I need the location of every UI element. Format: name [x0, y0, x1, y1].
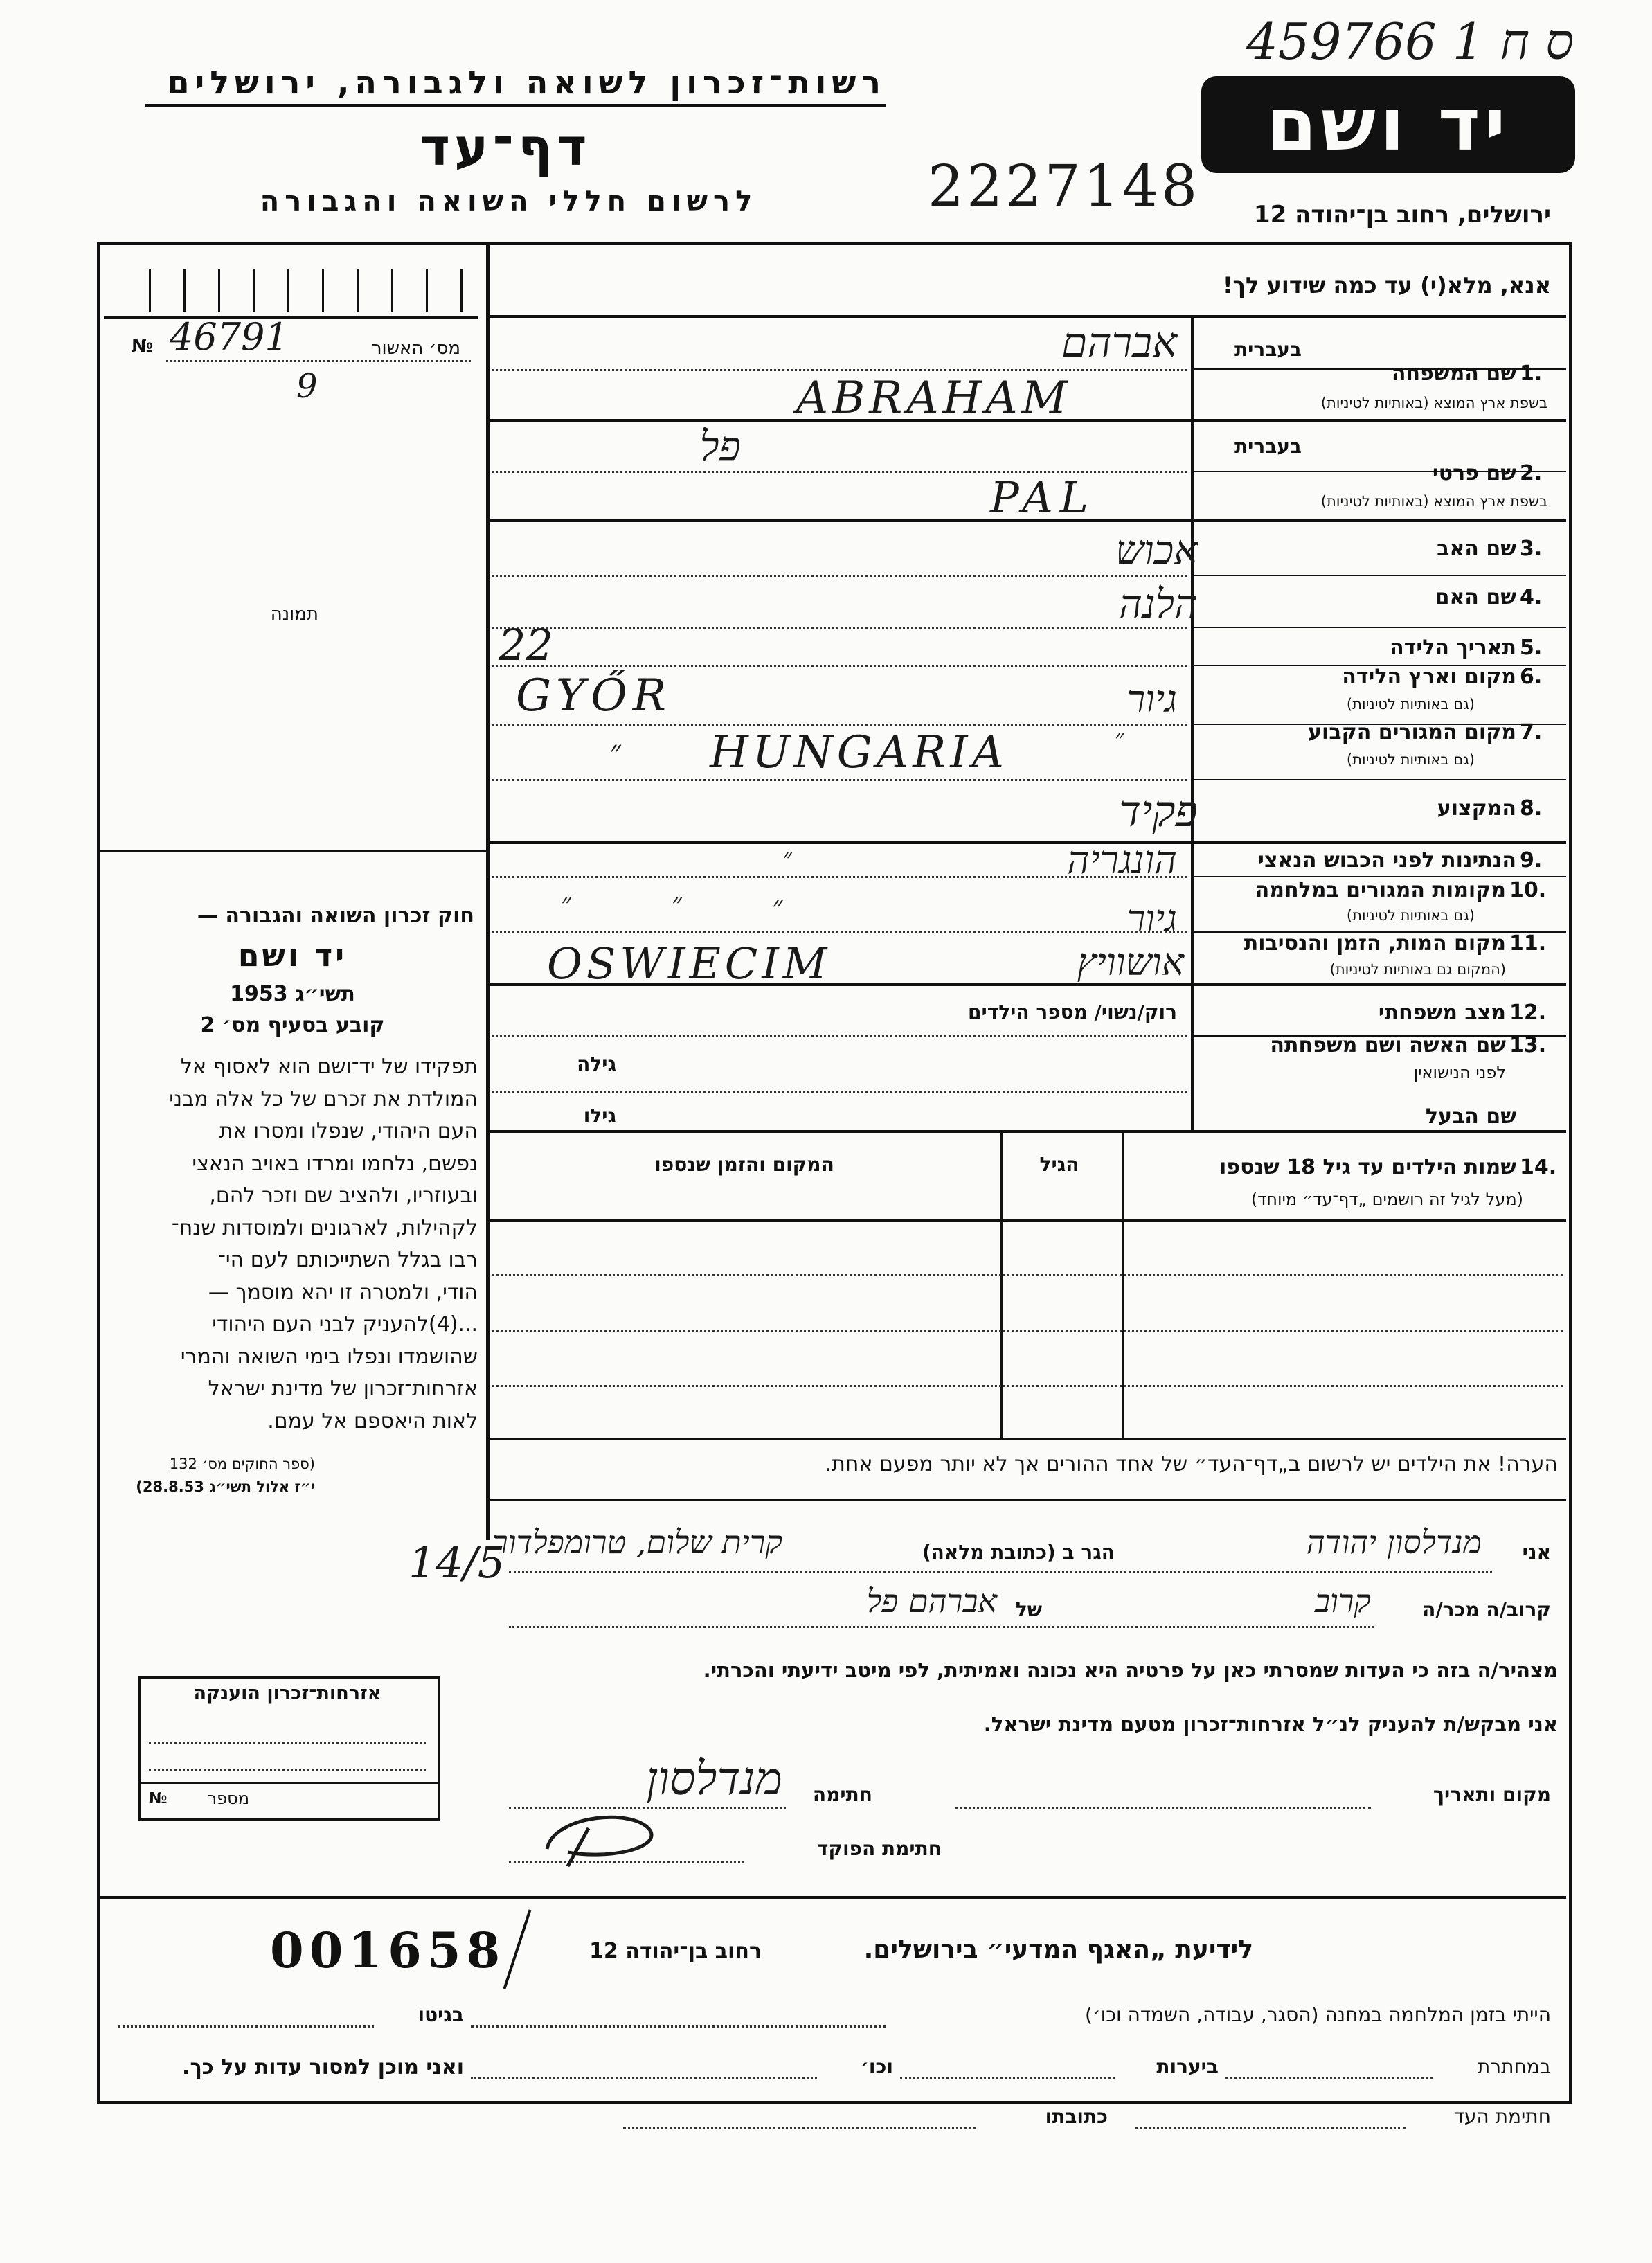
- instruction-text: אנא, מלא(י) עד כמה שידוע לך!: [1222, 272, 1551, 298]
- field-3-number: 3.: [1520, 537, 1543, 561]
- field-1-value-latin: ABRAHAM: [796, 373, 1072, 424]
- law-text-line: שהושמדו ונפלו בימי השואה והמרי: [180, 1344, 478, 1369]
- field-13-number: 13.: [1509, 1033, 1547, 1057]
- declare-line: מצהיר/ה בזה כי העדות שמסרתי כאן על פרטיה היא נכונה ואמיתית, לפי מיטב ידיעתי והכרתי.: [703, 1658, 1558, 1682]
- declaration-name-value: מנדלסון יהודה: [1306, 1523, 1482, 1561]
- law-year: תשי״ג 1953: [230, 982, 355, 1006]
- officer-signature-mark: [526, 1800, 679, 1870]
- form-subtitle: לרשום חללי השואה והגבורה: [260, 186, 758, 217]
- footer-line3-b: כתובתו: [1045, 2105, 1108, 2128]
- law-text-line: לקהילות, לארגונים ולמוסדות שנח־: [171, 1215, 478, 1240]
- approval-number-value: 46791: [170, 315, 289, 359]
- field-10-sub: (גם באותיות לטיניות): [1346, 907, 1475, 924]
- citizenship-no: №: [149, 1790, 168, 1807]
- law-text-line: תפקידו של יד־ושם הוא לאסוף אל: [180, 1055, 478, 1079]
- children-col-place: המקום והזמן שנספו: [654, 1153, 834, 1176]
- field-10-ditto-1: ״: [561, 887, 572, 919]
- field-7-number: 7.: [1520, 720, 1543, 744]
- footer-line2-a: במחתרת: [1477, 2055, 1551, 2078]
- law-text-line: נפשם, נלחמו ומרדו באויב הנאצי: [192, 1151, 478, 1176]
- law-text-line: העם היהודי, שנפלו ומסרו את: [219, 1119, 478, 1143]
- children-col-divider-2: [1000, 1133, 1003, 1438]
- field-6-value-latin: GYŐR: [516, 670, 672, 722]
- law-name: יד ושם: [237, 938, 348, 974]
- request-line: אני מבקש/ת להעניק לנ״ל אזרחות־זכרון מטעם מדינת ישראל.: [983, 1712, 1558, 1736]
- children-col-divider-1: [1122, 1133, 1124, 1438]
- logo-text: יד ושם: [1266, 82, 1510, 167]
- law-text-line: ...(4)להעניק לבני העם היהודי: [212, 1312, 478, 1336]
- label-rule: [1194, 876, 1566, 877]
- field-10-ditto-3: ״: [772, 891, 783, 922]
- institution-line: רשות־זכרון לשואה ולגבורה, ירושלים: [167, 64, 886, 101]
- field-2-label: שם פרטי: [1432, 461, 1516, 485]
- field-2-sub: בשפת ארץ המוצא (באותיות לטיניות): [1320, 493, 1547, 510]
- law-clause: קובע בסעיף מס׳ 2: [200, 1013, 385, 1037]
- footer-rule: [100, 1896, 1566, 1899]
- place-date-label: מקום ותאריך: [1433, 1783, 1551, 1806]
- field-7-sub: (גם באותיות לטיניות): [1346, 751, 1475, 768]
- field-2-value-hebrew: פל: [699, 422, 741, 471]
- approval-label: מס׳ האשור: [371, 338, 460, 359]
- footer-line1-b: בגיטו: [418, 2003, 464, 2026]
- declaration-line-2: [509, 1626, 1374, 1628]
- field-11-value-hebrew: אושוויץ: [1077, 940, 1184, 984]
- field-13-sub: לפני הנישואין: [1413, 1063, 1506, 1082]
- field-5-number: 5.: [1520, 636, 1543, 660]
- citizenship-line-2: [149, 1769, 426, 1771]
- data-line: [492, 779, 1187, 781]
- approval-line: [166, 360, 471, 362]
- field-1-sub: בשפת ארץ המוצא (באותיות לטיניות): [1320, 395, 1547, 411]
- serial-number: 001658: [270, 1922, 506, 1979]
- officer-signature-label: חתימת הפוקד: [816, 1837, 942, 1860]
- citizenship-title: אזרחות־זכרון הוענקה: [193, 1683, 381, 1704]
- data-line: [492, 665, 1187, 667]
- field-9-ditto: ״: [782, 844, 792, 873]
- footer-line1-dots-2: [118, 2025, 374, 2028]
- footer-line3-dots-2: [623, 2127, 976, 2129]
- footer-line2-d: ואני מוכן למסור עדות על כך.: [182, 2055, 464, 2079]
- field-10-label: מקומות המגורים במלחמה: [1255, 878, 1506, 902]
- children-number: 14.: [1520, 1155, 1557, 1179]
- field-6-sub: (גם באותיות לטיניות): [1346, 696, 1475, 713]
- field-4-number: 4.: [1520, 585, 1543, 609]
- photo-label: תמונה: [270, 604, 318, 625]
- margin-date: 14/5: [408, 1537, 505, 1588]
- field-12-number: 12.: [1509, 1001, 1547, 1025]
- footer-attention: לידיעת „האגף המדעי״ בירושלים.: [863, 1935, 1253, 1964]
- footer-line3-dots-1: [1135, 2127, 1406, 2129]
- field-3-value: אכוש: [1115, 526, 1198, 573]
- children-row-line: [492, 1274, 1563, 1276]
- footer-line3-a: חתימת העד: [1453, 2105, 1551, 2128]
- declaration-i-label: אני: [1522, 1541, 1551, 1564]
- signature-value: מנדלסון: [646, 1752, 782, 1805]
- field-11-sub: (המקום גם באותיות לטיניות): [1329, 961, 1506, 978]
- children-header-rule: [489, 1219, 1566, 1222]
- children-row-line: [492, 1385, 1563, 1387]
- form-title: דף־עד: [420, 118, 591, 177]
- children-row-line: [492, 1330, 1563, 1332]
- footer-line2-b: ביערות: [1156, 2055, 1219, 2078]
- law-ref-2: י״ז אלול תשי״ג 28.8.53): [136, 1478, 315, 1495]
- stamp-number: 2227148: [928, 154, 1201, 220]
- data-line: [492, 724, 1187, 726]
- field-3-label: שם האב: [1437, 537, 1516, 561]
- children-label: שמות הילדים עד גיל 18 שנספו: [1219, 1155, 1516, 1179]
- field-1-value-hebrew: אברהם: [1061, 319, 1177, 367]
- field-11-label: מקום המות, הזמן והנסיבות: [1244, 931, 1506, 956]
- field-12-label: מצב משפחתי: [1378, 1001, 1506, 1025]
- yad-vashem-logo: [1201, 76, 1575, 173]
- law-title: חוק זכרון השואה והגבורה —: [197, 904, 474, 928]
- data-line: [492, 369, 1187, 371]
- citizenship-rule: [141, 1782, 438, 1784]
- field-8-value: פקיד: [1119, 786, 1198, 837]
- approval-ticks: [104, 256, 478, 319]
- topright-handwritten-number: 459766 1 ס ח: [1246, 12, 1574, 71]
- field-1-number: 1.: [1520, 361, 1543, 386]
- field-1-hebrew-tag: בעברית: [1234, 338, 1302, 361]
- field-10-value: גיור: [1126, 897, 1177, 940]
- children-sub: (מעל לגיל זה רושמים „דף־עד״ מיוחד): [1250, 1190, 1523, 1209]
- note-rule: [489, 1499, 1566, 1501]
- field-13-label: שם האשה ושם משפחתה: [1270, 1033, 1506, 1057]
- left-panel-divider: [486, 245, 490, 1540]
- citizenship-line-1: [149, 1742, 426, 1744]
- relation-value: קרוב: [1314, 1582, 1371, 1620]
- instruction-rule: [489, 315, 1566, 318]
- field-4-label: שם האם: [1435, 585, 1516, 609]
- field-6-label: מקום וארץ הלידה: [1342, 665, 1516, 689]
- data-line: [492, 1035, 1187, 1037]
- of-label: של: [1015, 1598, 1042, 1621]
- field-7-value-latin: HUNGARIA: [710, 727, 1008, 778]
- husband-age: גילו: [583, 1104, 616, 1127]
- field-7-ditto-2: ״: [1115, 724, 1124, 753]
- approval-no-prefix: №: [132, 336, 154, 357]
- field-12-options: רוק/נשוי/ מספר הילדים: [968, 1001, 1177, 1023]
- relative-label: קרוב/ה מכר/ה: [1422, 1598, 1551, 1621]
- footer-address: רחוב בן־יהודה 12: [589, 1939, 762, 1963]
- note-text: הערה! את הילדים יש לרשום ב„דף־העד״ של אחד ההורים אך לא יותר מפעם אחת.: [825, 1452, 1558, 1476]
- law-text-line: ובעוזריו, ולהציב שם וזכר להם,: [209, 1183, 478, 1208]
- approval-sub-value: 9: [296, 367, 318, 406]
- signature-label: חתימה: [812, 1783, 872, 1806]
- data-line: [492, 1091, 1187, 1093]
- declaration-address-value: קרית שלום, טרומפלדור: [492, 1523, 782, 1561]
- label-rule: [1194, 575, 1566, 576]
- field-10-ditto-2: ״: [672, 887, 683, 919]
- field-8-number: 8.: [1520, 796, 1543, 821]
- husband-label: שם הבעל: [1425, 1104, 1516, 1129]
- field-10-number: 10.: [1509, 878, 1547, 902]
- law-text-line: אזרחות־זכרון של מדינת ישראל: [208, 1377, 478, 1401]
- law-text-line: לאות היאספם אל עמם.: [267, 1408, 478, 1433]
- field-9-number: 9.: [1520, 848, 1543, 873]
- label-rule: [1194, 627, 1566, 628]
- footer-line1-dots: [471, 2025, 886, 2028]
- declaration-residing: הגר ב (כתובת מלאה): [922, 1541, 1115, 1564]
- citizenship-number-label: מספר: [207, 1789, 249, 1808]
- law-ref-1: (ספר החוקים מס׳ 132: [169, 1456, 315, 1472]
- place-date-line: [955, 1807, 1371, 1809]
- footer-line2-dots-2: [900, 2077, 1115, 2079]
- field-5-value: 22: [499, 620, 553, 670]
- footer-line2-c: וכו׳: [860, 2055, 893, 2078]
- field-11-number: 11.: [1509, 931, 1547, 956]
- field-4-value: הלנה: [1119, 580, 1198, 627]
- field-2-hebrew-tag: בעברית: [1234, 435, 1302, 458]
- declaration-line-1: [509, 1571, 1492, 1573]
- field-13-age: גילה: [577, 1053, 616, 1075]
- law-text-line: רבו בגלל השתייכותם לעם הי־: [218, 1248, 478, 1272]
- field-11-value-latin: OSWIECIM: [547, 938, 832, 989]
- header-address: ירושלים, רחוב בן־יהודה 12: [1253, 201, 1551, 229]
- field-9-value: הונגריה: [1067, 838, 1177, 883]
- field-6-number: 6.: [1520, 665, 1543, 689]
- field-5-label: תאריך הלידה: [1390, 636, 1516, 660]
- field-1-label: שם המשפחה: [1391, 361, 1516, 386]
- law-text-line: המולדת את זכרם של כל אלה מבני: [169, 1086, 478, 1111]
- data-line: [492, 575, 1187, 577]
- field-7-label: מקום המגורים הקבוע: [1308, 720, 1516, 744]
- label-rule: [1194, 779, 1566, 780]
- field-8-label: המקצוע: [1437, 796, 1516, 821]
- law-divider: [100, 850, 487, 852]
- field-9-label: הנתינות לפני הכבוש הנאצי: [1258, 848, 1516, 873]
- footer-line1-a: הייתי בזמן המלחמה במחנה (הסגר, עבודה, השמדה וכו׳): [1085, 2003, 1551, 2026]
- field-2-value-latin: PAL: [990, 472, 1095, 523]
- institution-underline: [145, 104, 886, 107]
- children-bottom-rule: [489, 1438, 1566, 1440]
- of-value: אברהם פל: [866, 1582, 997, 1620]
- law-text-line: הודי, ולמטרה זו יהא מוסמך —: [208, 1280, 478, 1305]
- children-col-age: הגיל: [1039, 1153, 1079, 1176]
- footer-line2-dots-3: [471, 2077, 817, 2079]
- field-7-ditto-1: ״: [609, 734, 621, 769]
- footer-line2-dots-1: [1225, 2077, 1433, 2079]
- field-2-number: 2.: [1520, 461, 1543, 485]
- row-rule: [489, 1130, 1566, 1133]
- law-text: [107, 1051, 478, 1438]
- field-6-value-hebrew: גיור: [1126, 677, 1177, 721]
